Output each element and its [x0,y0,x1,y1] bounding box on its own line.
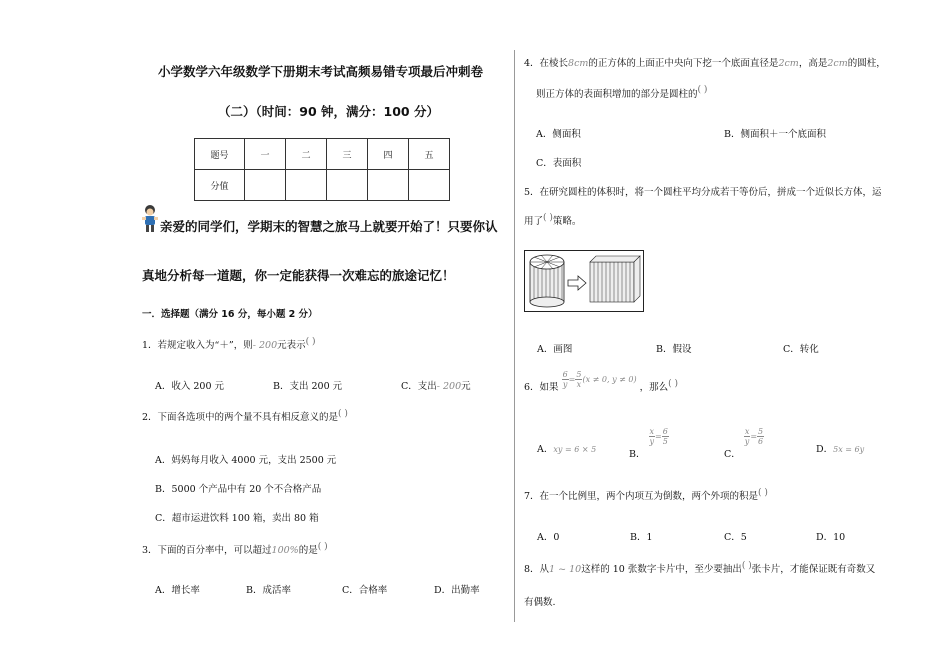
option-a[interactable]: A．0 [537,532,560,543]
math-operator: = [655,432,662,441]
math-condition: (x ≠ 0, y ≠ 0) [582,375,637,384]
cylinder-transform-figure [524,250,644,312]
intro-line-1: 亲爱的同学们，学期末的智慧之旅马上就要开始了！只要你认 [160,219,498,234]
fraction: $\frac{6}{5}$ [662,427,668,446]
score-cell: 一 [245,139,286,170]
fraction: $\frac{5}{6}$ [758,427,764,446]
page-subtitle: （二）（时间：90 钟，满分：100 分） [218,104,439,119]
math-expression: 2cm [778,58,799,69]
option-b[interactable]: B．支出 200 元 [273,381,343,392]
question-text: ，高是 [798,58,828,69]
score-table-value-row [195,170,450,201]
option-a[interactable]: A．画图 [537,344,573,355]
fraction: $\frac{x}{y}$ [649,427,655,446]
question-2 [142,409,348,423]
question-1 [142,337,316,351]
math-expression: 1 ~ 10 [549,564,582,575]
option-d[interactable]: D．10 [816,532,846,543]
question-text: 张卡片，才能保证既有奇数又 [751,564,876,575]
intro-line-2: 真地分析每一道题，你一定能获得一次难忘的旅途记忆！ [142,268,455,283]
question-text: 元表示 [277,340,306,351]
question-text: 策略。 [552,216,582,227]
math-expression: 8cm [568,58,589,69]
column-divider [514,50,515,622]
question-4 [524,55,886,69]
question-text: 8．从 [524,564,550,575]
answer-blank[interactable]: ( ) [741,561,752,571]
question-text: 1．若规定收入为“＋”，则 [142,340,253,351]
option-b[interactable]: B．成活率 [246,585,291,596]
question-text: 2．下面各选项中的两个量不具有相反意义的是 [142,412,339,423]
page-title: 小学数学六年级数学下册期末考试高频易错专项最后冲刺卷 [158,64,484,79]
option-d[interactable]: D．出勤率 [434,585,480,596]
score-cell: 三 [327,139,368,170]
option-c[interactable] [724,427,764,460]
option-b[interactable]: B．5000 个产品中有 20 个不合格产品 [155,484,322,495]
score-cell: 四 [368,139,409,170]
option-b[interactable]: B．侧面积＋一个底面积 [724,129,826,140]
fraction: $\frac{5}{x}$ [576,370,582,389]
question-text: ，那么 [639,382,669,393]
answer-blank[interactable]: ( ) [697,85,708,95]
option-c[interactable] [401,378,471,392]
option-label: D． [816,444,834,455]
section-heading: 一．选择题（满分 16 分，每小题 2 分） [142,309,318,320]
answer-blank[interactable]: ( ) [317,542,328,552]
question-text: 4．在棱长 [524,58,569,69]
option-b[interactable]: B．假设 [656,344,692,355]
option-d[interactable] [816,441,864,455]
score-table [194,138,450,201]
question-text: 这样的 10 张数字卡片中，至少要抽出 [581,564,742,575]
answer-blank[interactable]: ( ) [305,337,316,347]
option-label: C．支出 [401,381,437,392]
option-label: B． [629,449,646,460]
question-text: 的圆柱， [847,58,886,69]
question-text: 的正方体的上面正中央向下挖一个底面直径是 [588,58,779,69]
option-label: C． [724,449,741,460]
score-cell: 二 [286,139,327,170]
answer-blank[interactable]: ( ) [668,379,679,389]
option-c[interactable]: C．超市运进饮料 100 箱，卖出 80 箱 [155,513,319,524]
question-5-line-2 [524,213,581,227]
score-cell: 题号 [195,139,245,170]
question-text: 6．如果 [524,382,559,393]
answer-blank[interactable]: ( ) [543,213,553,223]
option-a[interactable]: A．增长率 [155,585,200,596]
option-c[interactable]: C．转化 [783,344,819,355]
math-expression: - 200 [252,340,278,351]
question-6 [524,370,679,393]
option-b[interactable] [629,427,669,460]
question-7 [524,488,768,502]
math-operator: = [750,432,758,441]
option-c[interactable]: C．合格率 [342,585,388,596]
option-a[interactable] [537,441,596,455]
answer-blank[interactable]: ( ) [758,488,768,498]
fraction: $\frac{x}{y}$ [744,427,750,446]
score-input-cell[interactable] [409,170,450,201]
score-input-cell[interactable] [368,170,409,201]
option-c[interactable]: C．5 [724,532,747,543]
option-label: A． [537,444,554,455]
question-4-line-2 [536,86,707,100]
option-text: 元 [461,381,471,392]
score-cell: 五 [409,139,450,170]
math-expression: 5x = 6y [833,445,865,454]
option-a[interactable]: A．妈妈每月收入 4000 元，支出 2500 元 [155,455,337,466]
score-input-cell[interactable] [286,170,327,201]
math-operator: = [568,375,576,384]
math-expression: 2cm [827,58,848,69]
score-cell: 分值 [195,170,245,201]
question-text: 用了 [524,216,544,227]
option-c[interactable]: C．表面积 [536,158,582,169]
math-expression: - 200 [436,381,462,392]
math-expression: 100% [271,545,299,556]
cartoon-student-icon [140,203,160,233]
question-text: 的是 [298,545,318,556]
answer-blank[interactable]: ( ) [338,409,348,419]
question-text: 3．下面的百分率中，可以超过 [142,545,272,556]
option-a[interactable]: A．侧面积 [536,129,581,140]
question-3 [142,542,328,556]
math-expression: xy = 6 × 5 [553,445,597,454]
question-8-line-2: 有偶数. [524,597,556,608]
score-input-cell[interactable] [327,170,368,201]
score-input-cell[interactable] [245,170,286,201]
option-a[interactable]: A．收入 200 元 [155,381,225,392]
question-5: 5．在研究圆柱的体积时，将一个圆柱平均分成若干等份后，拼成一个近似长方体，运 [524,187,882,198]
fraction: $\frac{6}{y}$ [562,370,568,389]
option-b[interactable]: B．1 [630,532,653,543]
question-text: 则正方体的表面积增加的部分是圆柱的 [536,89,698,100]
question-text: 7．在一个比例里，两个内项互为倒数，两个外项的积是 [524,491,759,502]
score-table-header-row [195,139,450,170]
question-8 [524,561,875,575]
